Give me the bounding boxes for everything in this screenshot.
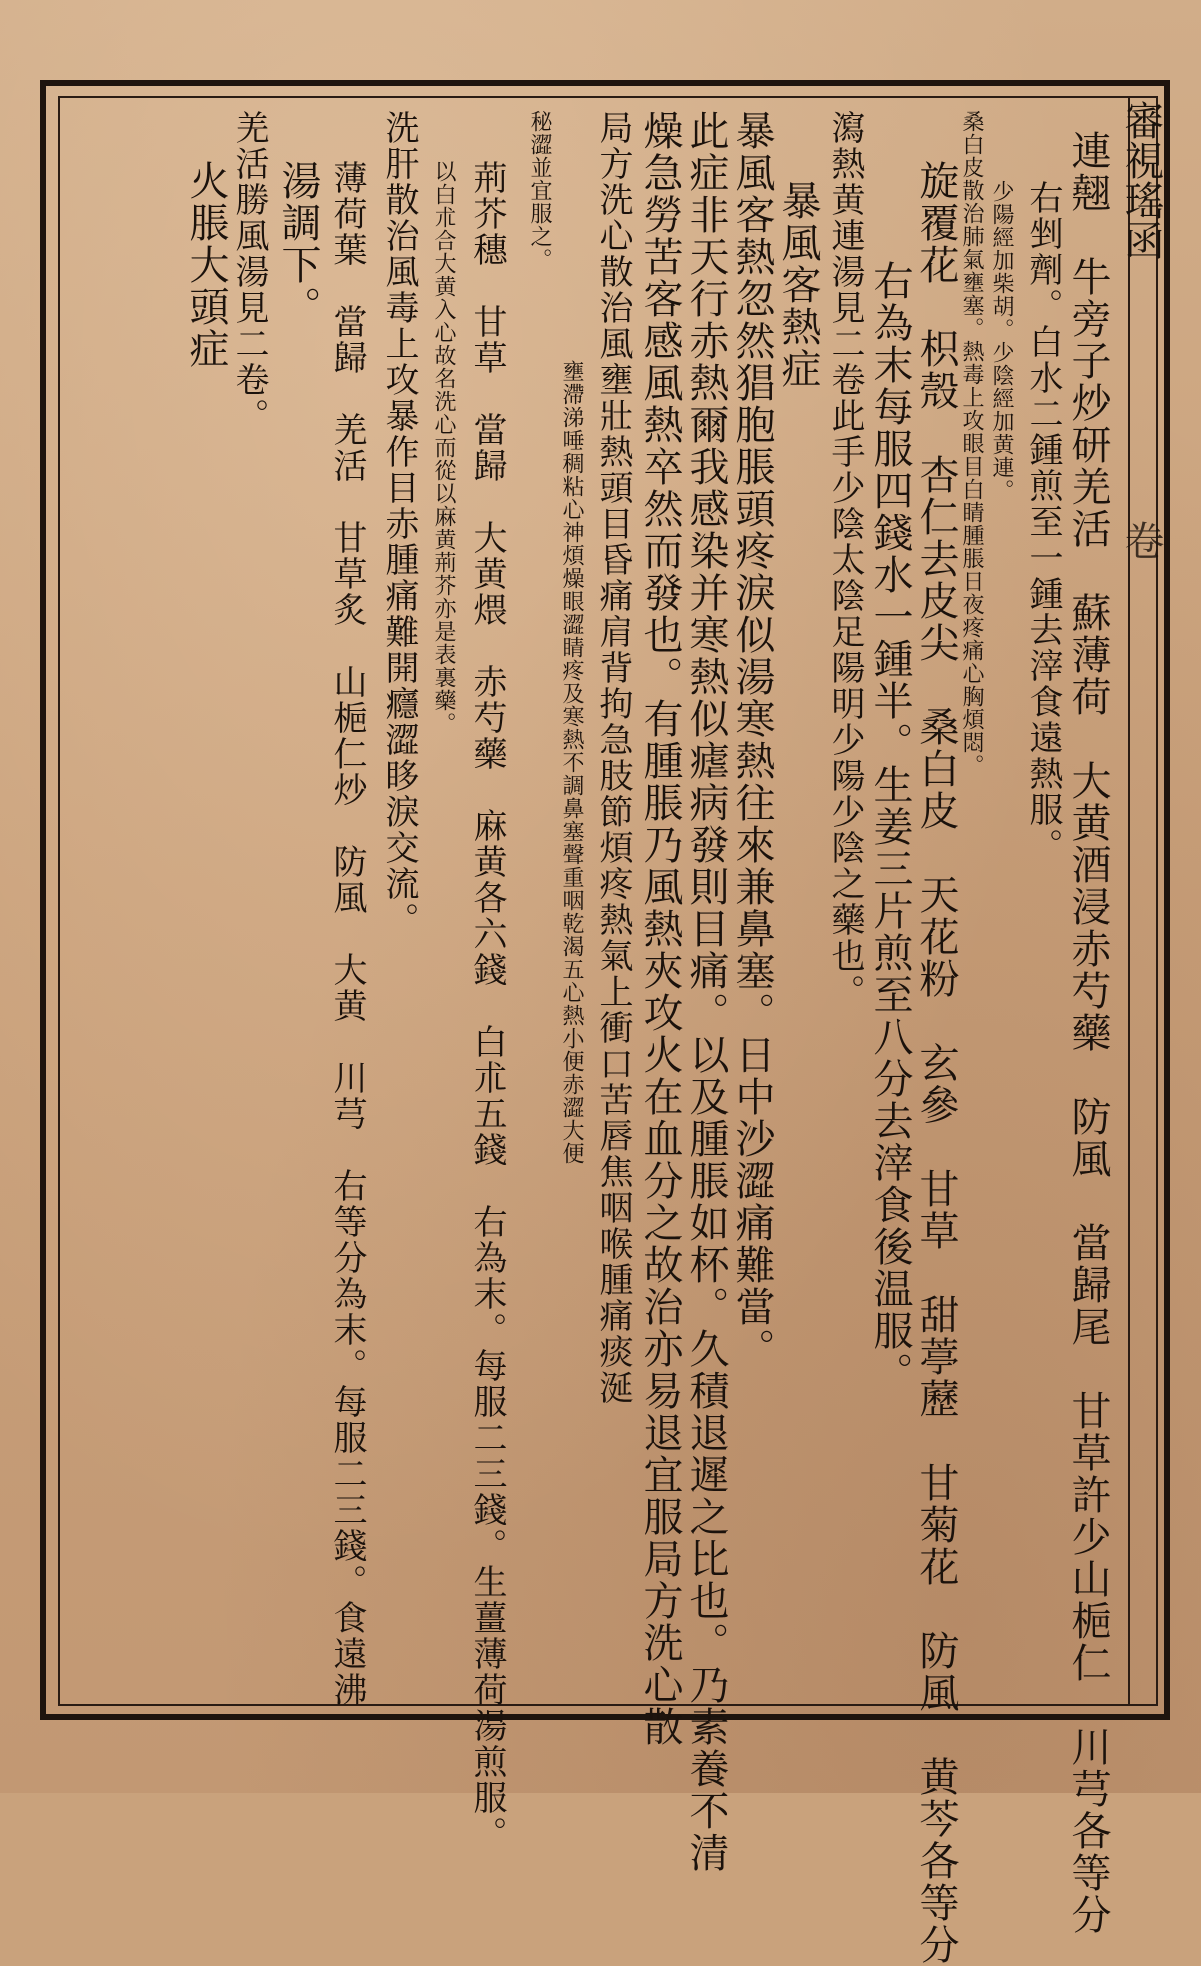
text-column: 洗肝散治風毒上攻暴作目赤腫痛難開癮澀眵淚交流。 (379, 110, 419, 938)
text-column: 右剉劑。白水二鍾煎至一鍾去滓食遠熱服。 (1023, 180, 1063, 864)
text-column: 荊芥穗 甘草 當歸 大黄煨 赤芍藥 麻黄各六錢 白朮五錢 右為末。每服二三錢。生薑薄荷湯煎服。 (467, 160, 507, 1852)
text-column: 羌活勝風湯見二卷。 (229, 110, 269, 434)
annotation-column: 以白朮合大黄入心故名洗心而從以麻黄荊芥亦是表裏藥。 (431, 160, 456, 735)
text-column: 瀉熱黄連湯見二卷此手少陰太陰足陽明少陽少陰之藥也。 (825, 110, 865, 1010)
text-column: 桑白皮散治肺氣壅塞。熱毒上攻眼目白睛腫脹日夜疼痛心胸煩悶。 (959, 110, 984, 777)
text-column: 局方洗心散治風壅壯熱頭目昏痛肩背拘急肢節煩疼熱氣上衝口苦唇焦咽喉腫痛痰涎 (593, 110, 633, 1406)
text-column: 右為末每服四錢水一鍾半。生姜三片煎至八分去滓食後温服。 (867, 260, 913, 1394)
margin-strip (1128, 96, 1160, 1706)
header-title: 審視瑤函 (1118, 100, 1164, 260)
annotation-column: 壅滯涕唾稠粘心神煩燥眼澀睛疼及寒熱不調鼻塞聲重咽乾渴五心熱小便赤澀大便 (559, 360, 584, 1165)
text-column: 湯調下。 (275, 160, 321, 328)
text-column: 旋覆花 枳殼 杏仁去皮尖 桑白皮 天花粉 玄參 甘草 甜葶藶 甘菊花 防風 黄芩各等分 (913, 160, 959, 1966)
annotation-column: 少陽經加柴胡。少陰經加黄連。 (989, 180, 1014, 502)
text-column: 連翹 牛旁子炒研羌活 蘇薄荷 大黄酒浸赤芍藥 防風 當歸尾 甘草許少山梔仁 川芎各等分 (1065, 130, 1111, 1936)
section-heading: 火脹大頭症 (183, 160, 229, 370)
section-heading: 暴風客熱症 (775, 180, 821, 390)
header-volume: 卷 (1118, 520, 1164, 560)
text-column: 燥急勞苦客感風熱卒然而發也。有腫脹乃風熱夾攻火在血分之故治亦易退宜服局方洗心散 (637, 110, 683, 1748)
verse-column: 暴風客熱忽然猖胞脹頭疼淚似湯寒熱往來兼鼻塞。日中沙澀痛難當。 (729, 110, 775, 1370)
text-column: 此症非天行赤熱爾我感染并寒熱似瘧病發則目痛。以及腫脹如杯。久積退遲之比也。乃素養不清 (683, 110, 729, 1874)
annotation-column: 秘澀並宜服之。 (527, 110, 552, 271)
text-column: 薄荷葉 當歸 羌活 甘草炙 山梔仁炒 防風 大黄 川芎 右等分為末。每服二三錢。食遠沸 (327, 160, 367, 1708)
